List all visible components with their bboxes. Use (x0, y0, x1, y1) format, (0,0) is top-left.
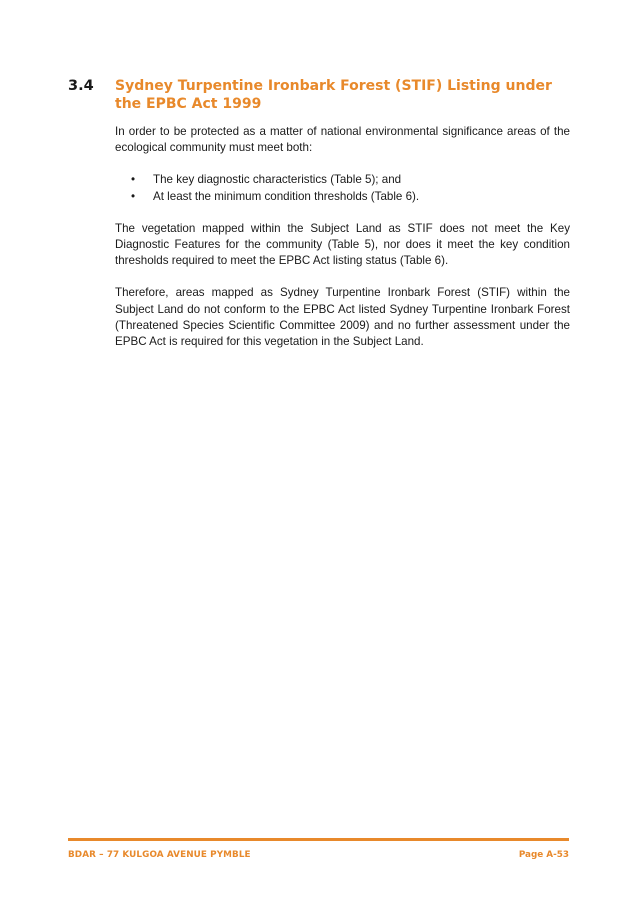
section-title: Sydney Turpentine Ironbark Forest (STIF) Listing under the EPBC Act 1999 (115, 78, 552, 112)
section-number: 3.4 (68, 78, 94, 94)
footer-divider (68, 838, 569, 841)
list-item-text: The key diagnostic characteristics (Table 5); and (153, 173, 402, 187)
list-item (115, 189, 570, 205)
intro-paragraph: In order to be protected as a matter of national environmental significance areas of the ecological community must meet both: (115, 125, 570, 155)
list-item-text: At least the minimum condition thresholds (Table 6). (153, 189, 420, 203)
bullet-icon: • (131, 189, 136, 203)
footer-document-title: BDAR – 77 KULGOA AVENUE PYMBLE (68, 850, 251, 860)
bullet-icon: • (131, 173, 136, 187)
paragraph-2: The vegetation mapped within the Subject Land as STIF does not meet the Key Diagnostic Features for the community (Table 5), nor does it meet the key condition thresholds required to meet the EPBC Act listing status (Table 6). (115, 221, 570, 268)
bullet-list (115, 172, 570, 204)
footer-page-number: Page A-53 (518, 850, 569, 860)
body-content (115, 124, 570, 366)
list-item (115, 172, 570, 188)
paragraph-3: Therefore, areas mapped as Sydney Turpentine Ironbark Forest (STIF) within the Subject Land do not conform to the EPBC Act listed Sydney Turpentine Ironbark Forest (Threatened Species Scientific Committee 2009) and no further assessment under the EPBC Act is required for this vegetation in the Subject Land. (115, 286, 570, 349)
